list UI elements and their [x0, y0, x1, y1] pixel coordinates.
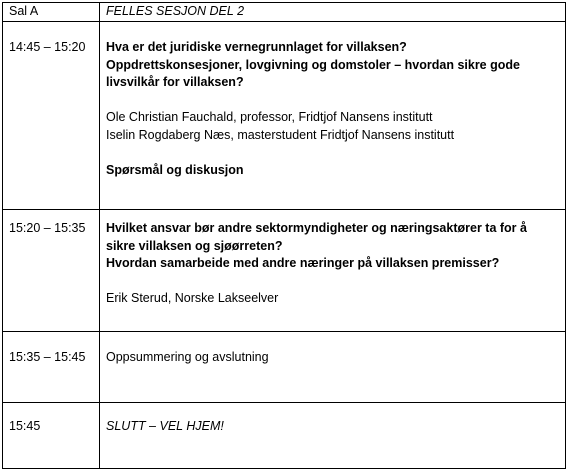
time-cell: 15:45 — [3, 403, 100, 469]
speaker-line: Erik Sterud, Norske Lakseelver — [106, 291, 279, 305]
spacer — [106, 144, 559, 162]
content-cell — [100, 210, 566, 332]
spacer — [106, 92, 559, 110]
speaker-line: Ole Christian Fauchald, professor, Fridtjof Nansens institutt — [106, 110, 433, 124]
spacer — [106, 273, 559, 291]
table-row — [3, 403, 566, 469]
table-row — [3, 332, 566, 403]
talk-title-line: Hvordan samarbeide med andre næringer på villaksen premisser? — [106, 256, 500, 270]
time-cell: 15:20 – 15:35 — [3, 210, 100, 332]
end-text: SLUTT – VEL HJEM! — [106, 419, 224, 433]
talk-title-line: Hvilket ansvar bør andre sektormyndigheter og næringsaktører ta for å — [106, 221, 527, 235]
content-cell — [100, 332, 566, 403]
table-row — [3, 22, 566, 210]
header-row — [3, 3, 566, 22]
speaker-line: Iselin Rogdaberg Næs, masterstudent Fridtjof Nansens institutt — [106, 127, 455, 142]
program-table — [2, 2, 566, 469]
content-cell — [100, 22, 566, 210]
session-title-cell: FELLES SESJON DEL 2 — [100, 3, 566, 22]
talk-title-line: livsvilkår for villaksen? — [106, 75, 244, 89]
time-cell: 15:35 – 15:45 — [3, 332, 100, 403]
talk-title-line: Oppdrettskonsesjoner, lovgivning og domstoler – hvordan sikre gode — [106, 57, 520, 72]
talk-title-line: Hva er det juridiske vernegrunnlaget for villaksen? — [106, 40, 407, 54]
discussion-label: Spørsmål og diskusjon — [106, 162, 244, 177]
room-cell: Sal A — [3, 3, 100, 22]
closing-text: Oppsummering og avslutning — [106, 350, 269, 364]
talk-title-line: sikre villaksen og sjøørreten? — [106, 238, 283, 253]
table-row — [3, 210, 566, 332]
content-cell — [100, 403, 566, 469]
time-cell: 14:45 – 15:20 — [3, 22, 100, 210]
